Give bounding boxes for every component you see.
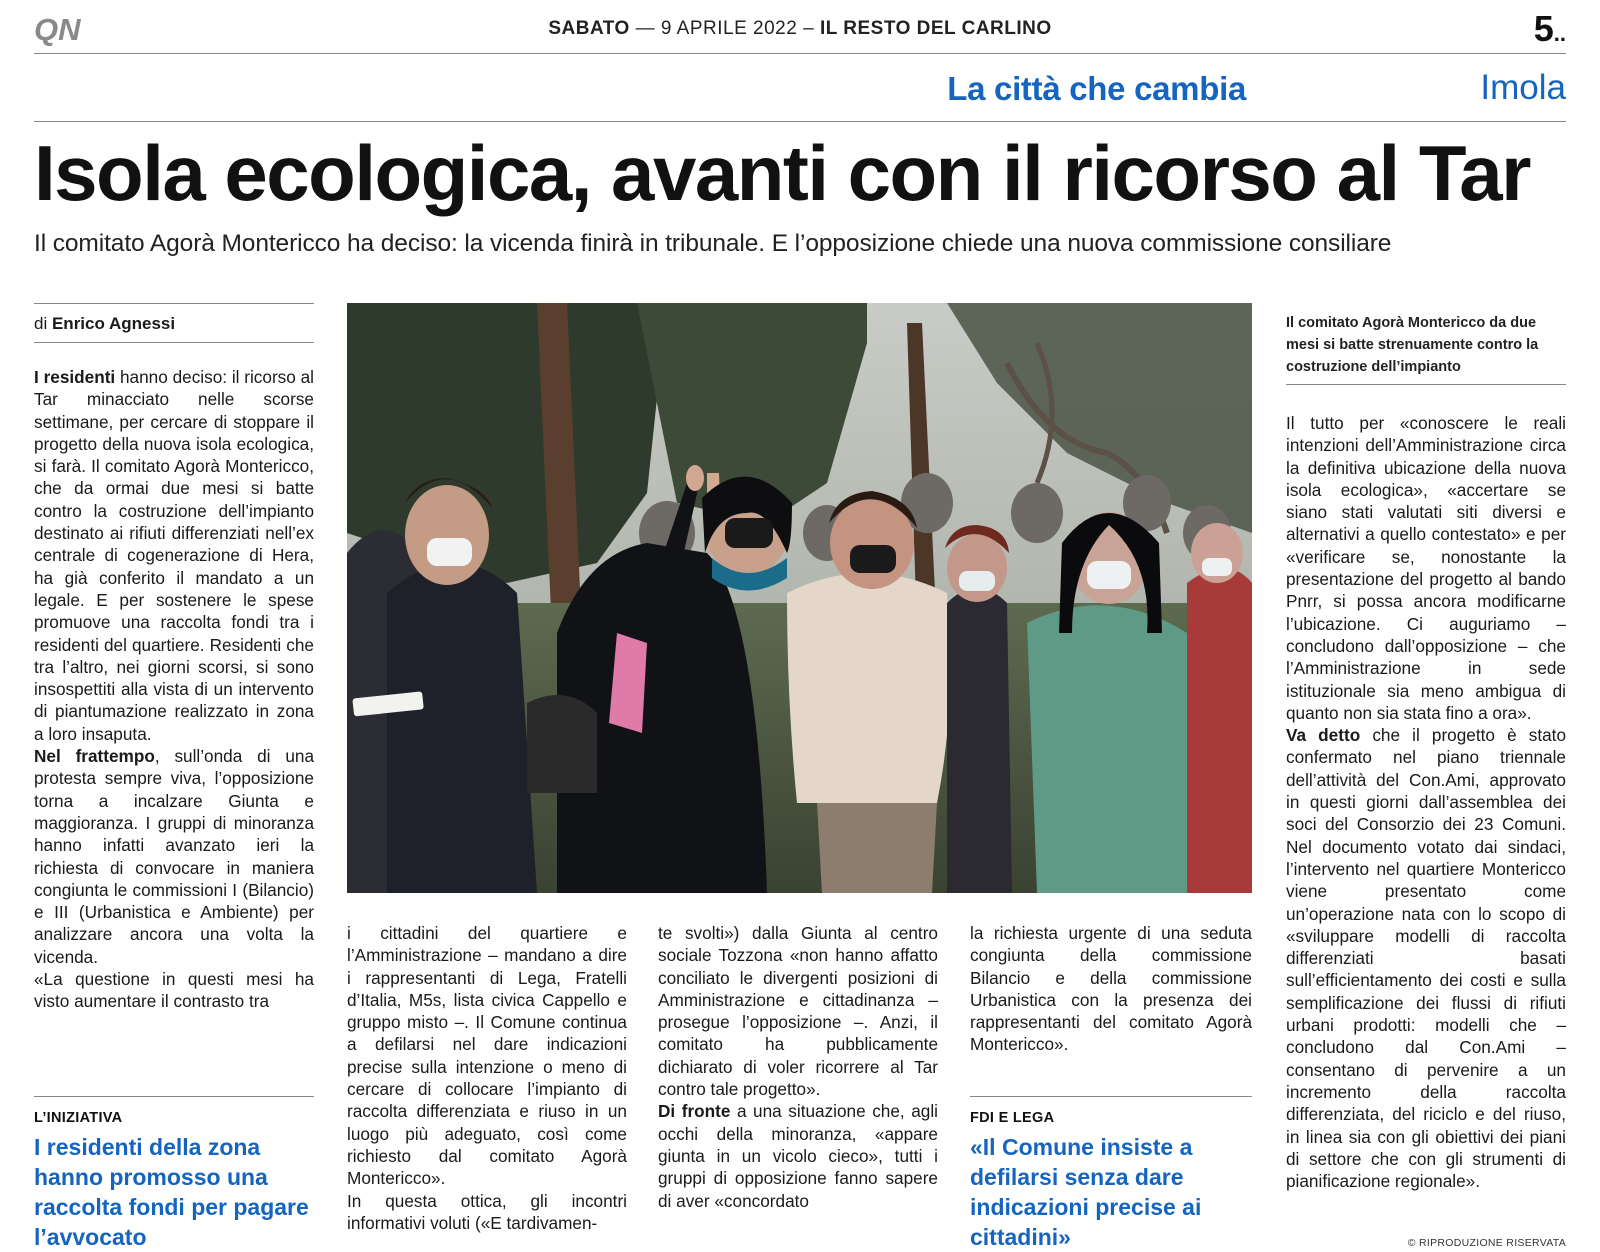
section-title: La città che cambia [947,70,1246,107]
folio-day: SABATO [548,18,630,39]
article-photo [347,303,1252,893]
box-title: «Il Comune insiste a defilarsi senza dare indicazioni precise ai cittadini» [970,1134,1202,1250]
folio-date: 9 APRILE 2022 [660,18,798,39]
box-rule [970,1096,1252,1097]
folio-line [34,18,1566,40]
paragraph: te svolti») dalla Giunta al centro sociale Tozzona «non hanno affatto conciliato le divergenti posizioni di Amministrazione e cittadinanza – prosegue l’opposizione –. Anzi, il comitato ha pubblicamente dichiarato di voler ricorrere al Tar contro tale progetto». [658,923,938,1100]
byline [34,303,314,343]
section-city: Imola [1480,68,1566,107]
article-column-4 [970,922,1252,1056]
section-bar [34,62,1566,122]
masthead [34,8,1566,54]
subhead: Il comitato Agorà Montericco ha deciso: la vicenda finirà in tribunale. E l’opposizione chiede una nuova commissione consiliare [34,230,1392,257]
folio-paper: IL RESTO DEL CARLINO [819,18,1052,39]
box-title: I residenti della zona hanno promosso una raccolta fondi per pagare l’avvocato [34,1134,309,1250]
box-kicker: L’INIZIATIVA [34,1110,123,1126]
photo-caption: Il comitato Agorà Montericco da due mesi si batte strenuamente contro la costruzione dell’impianto [1286,315,1539,375]
svg-text:QN: QN [34,12,81,46]
article-column-5 [1286,412,1566,1192]
paragraph: Va detto che il progetto è stato confermato nel piano triennale dell’attività del Con.Ami, approvato in questi giorni dall’assemblea dei soci del Consorzio dei 23 Comuni. Nel documento votato dai sindaci, l’intervento nel quartiere Montericco viene presentato come un’operazione nata con lo scopo di «sviluppare modelli di raccolta differenziati basati sull’efficientamento dei costi e sulla semplificazione dei flussi di rifiuti urbani prodotti: modelli che – concludono dal Con.Ami – consentano di pervenire a un incremento della raccolta differenziata, del riciclo e del riuso, in linea sia con gli obiettivi dei piani di settore che con gli strumenti di pianificazione regionale». [1286,725,1566,1192]
article-column-2 [347,922,627,1234]
box-kicker: FDI E LEGA [970,1110,1055,1126]
paragraph: la richiesta urgente di una seduta congiunta della commissione Bilancio e della commissione Urbanistica con la presenza dei rappresentanti del comitato Agorà Montericco». [970,923,1252,1055]
copyright-notice: © RIPRODUZIONE RISERVATA [1407,1237,1566,1249]
paragraph: In questa ottica, gli incontri informativi voluti («E tardivamen- [347,1190,627,1233]
headline: Isola ecologica, avanti con il ricorso al Tar [34,129,1530,217]
paragraph: i cittadini del quartiere e l’Amministrazione – mandano a dire i rappresentanti di Lega, Fratelli d’Italia, M5s, lista civica Cappello e gruppo misto –. Il Comune continua a defilarsi nel dare indicazioni precise sulla intenzione o meno di cercare di collocare l’impianto di raccolta differenziata e riuso in un luogo più adeguato, così come richiesto dal comitato Agorà Montericco». [347,923,627,1189]
paragraph: Nel frattempo, sull’onda di una protesta sempre viva, l’opposizione torna a incalzare Giunta e maggioranza. I gruppi di minoranza hanno infatti avanzato ieri la richiesta di convocare in maniera congiunta le commissioni I (Bilancio) e III (Urbanistica e Ambiente) per analizzare ancora una volta la vicenda. [34,746,315,967]
caption-rule [1286,384,1566,385]
article-column-3 [658,922,938,1212]
paragraph: Di fronte a una situazione che, agli occhi della minoranza, «appare giunta in un vicolo cieco», tutti i gruppi di opposizione fanno sapere di aver «concordato [658,1101,938,1211]
paragraph: I residenti hanno deciso: il ricorso al Tar minacciato nelle scorse settimane, per cercare di stoppare il progetto della nuova isola ecologica, si farà. Il comitato Agorà Montericco, che da ormai due mesi si batte contro la costruzione dell’impianto destinato ai rifiuti differenziati nell’ex centrale di cogenerazione di Hera, ha già conferito il mandato a un legale. E per sostenere le spese promuove una raccolta fondi tra i residenti del quartiere. Residenti che tra l’altro, nei giorni scorsi, si sono insospettiti alla vista di un intervento di piantumazione realizzato in zona a loro insaputa. [34,367,314,744]
article-column-1 [34,366,314,1013]
paragraph: Il tutto per «conoscere le reali intenzioni dell’Amministrazione circa la definitiva ubicazione della nuova isola ecologica», «accertare se siano stati valutati siti diversi e alternativi a quello contestato» e per «verificare se, nonostante la presentazione del progetto al bando Pnrr, si possa ancora modificarne l’ubicazione. Ci auguriamo – concludono dall’opposizione – che l’Amministrazione in sede istituzionale sia meno ambigua di quanto non sia stata fino a ora». [1286,413,1566,723]
byline-author: Enrico Agnessi [51,314,176,333]
page-number: 5.. [1533,8,1566,49]
paragraph: «La questione in questi mesi ha visto aumentare il contrasto tra [34,969,314,1012]
folio-sep: — [635,18,656,39]
photo-illustration [347,303,1252,893]
folio-sep: – [803,18,815,39]
box-rule [34,1096,314,1097]
byline-prefix: di [34,314,48,333]
